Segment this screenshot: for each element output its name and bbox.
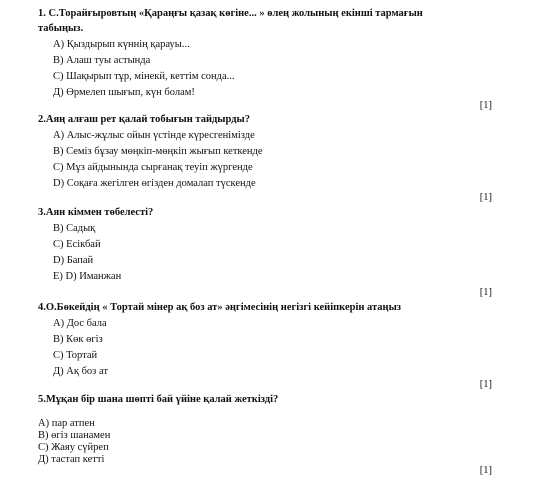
question-1-mark: [1] <box>479 100 492 111</box>
question-2-option-d: D) Соқаға жегілген өгізден домалап түскенде <box>53 178 256 189</box>
question-3-title: 3.Аян кіммен төбелесті? <box>38 207 154 218</box>
question-3-option-c: С) Есікбай <box>53 239 101 250</box>
question-5-option-b: В) өгіз шанамен <box>38 430 111 441</box>
question-5-title: 5.Мұқан бір шана шөпті бай үйіне қалай жеткізді? <box>38 394 279 405</box>
question-3-option-e: Е) D) Иманжан <box>53 271 122 282</box>
question-2-option-b: В) Семіз бұзау мөңкіп-мөңкіп жығып кеткенде <box>53 146 263 157</box>
question-1-title: 1. С.Торайғыровтың «Қараңғы қазақ көгіне... » өлең жолының екінші тармағын <box>38 8 423 19</box>
question-3-option-b: В) Садық <box>53 223 96 234</box>
question-4-option-d: Д) Ақ боз ат <box>53 366 108 377</box>
question-1-option-b: В) Алаш туы астында <box>53 55 151 66</box>
question-1-title-continued: табыңыз. <box>38 23 84 34</box>
question-2-title: 2.Аяң алғаш рет қалай тобығын тайдырды? <box>38 114 250 125</box>
question-2-option-c: С) Мұз айдынында сырғанақ теуіп жүргенде <box>53 162 253 173</box>
question-1-option-c: С) Шақырып тұр, мінекй, кеттім сонда... <box>53 71 235 82</box>
question-5-mark: [1] <box>479 465 492 476</box>
question-2-mark: [1] <box>479 192 492 203</box>
question-5-option-c: С) Жаяу сүйреп <box>38 442 109 453</box>
question-3-mark: [1] <box>479 287 492 298</box>
question-1-option-d: Д) Өрмелеп шығып, күн болам! <box>53 87 195 98</box>
question-4-title: 4.О.Бөкейдің « Тортай мінер ақ боз ат» әңгімесінің негізгі кейіпкерін атаңыз <box>38 302 402 313</box>
question-4-mark: [1] <box>479 379 492 390</box>
question-5-option-a: А) пар атпен <box>38 418 95 429</box>
question-3-option-d: D) Бапай <box>53 255 94 266</box>
question-1-option-a: А) Қыздырып күннің қарауы... <box>53 39 190 50</box>
question-4-option-b: В) Көк өгіз <box>53 334 103 345</box>
question-4-option-c: С) Тортай <box>53 350 98 361</box>
question-5-option-d: Д) тастап кетті <box>38 454 105 465</box>
question-4-option-a: А) Дос бала <box>53 318 107 329</box>
question-2-option-a: А) Алыс-жұлыс ойын үстінде күресгенімізде <box>53 130 255 141</box>
